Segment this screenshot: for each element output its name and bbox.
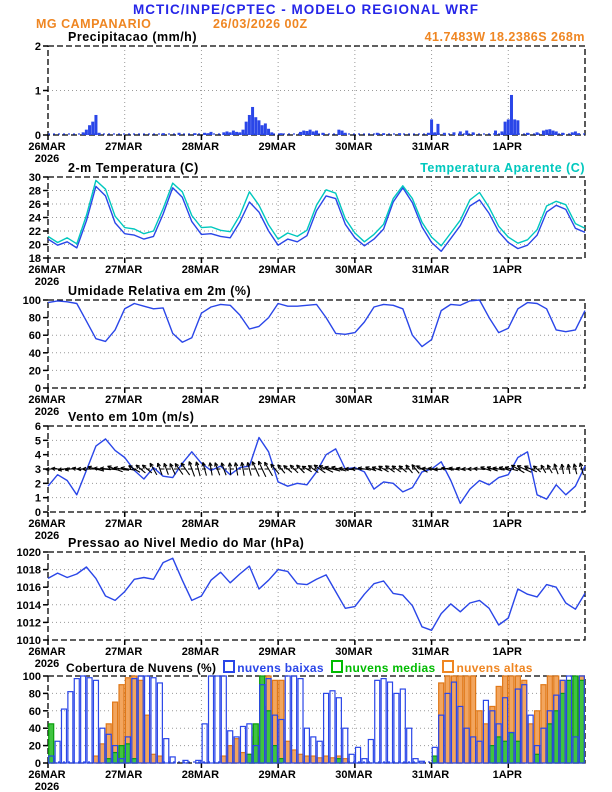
svg-text:26MAR: 26MAR: [28, 769, 66, 781]
svg-text:1018: 1018: [16, 564, 41, 577]
svg-text:26MAR: 26MAR: [28, 394, 66, 406]
svg-text:1APR: 1APR: [492, 394, 522, 406]
station-label: MG CAMPANARIO: [36, 17, 152, 31]
svg-text:27MAR: 27MAR: [105, 141, 143, 153]
svg-text:1APR: 1APR: [492, 646, 522, 658]
svg-text:18: 18: [28, 253, 41, 265]
slp-chart: [17, 547, 585, 670]
svg-text:0: 0: [34, 383, 41, 395]
svg-text:4: 4: [34, 449, 41, 462]
svg-text:31MAR: 31MAR: [411, 141, 450, 153]
precip-panel-title: Precipitacao (mm/h): [68, 30, 197, 44]
svg-text:2026: 2026: [34, 781, 60, 792]
svg-text:2026: 2026: [34, 530, 60, 542]
svg-text:31MAR: 31MAR: [411, 394, 450, 406]
low-clouds-swatch-icon: [223, 660, 235, 673]
svg-text:30MAR: 30MAR: [335, 264, 373, 276]
svg-text:26MAR: 26MAR: [28, 646, 66, 658]
svg-text:20: 20: [28, 239, 41, 252]
svg-text:1APR: 1APR: [492, 264, 522, 276]
svg-text:80: 80: [28, 312, 41, 325]
svg-text:26MAR: 26MAR: [28, 518, 66, 530]
svg-text:28MAR: 28MAR: [181, 394, 220, 406]
svg-text:1016: 1016: [16, 582, 41, 595]
svg-text:20: 20: [28, 740, 41, 753]
cloud-panel-title: Cobertura de Nuvens (%): [66, 660, 217, 675]
svg-text:31MAR: 31MAR: [411, 264, 450, 276]
svg-text:30: 30: [28, 172, 41, 184]
svg-text:28MAR: 28MAR: [181, 518, 220, 530]
svg-text:40: 40: [28, 347, 41, 360]
high-clouds-swatch-icon: [442, 660, 454, 673]
temp-panel-title: 2-m Temperatura (C): [68, 161, 199, 175]
legend-item-low-clouds: nuvens baixas: [223, 660, 324, 675]
precip-chart: [28, 41, 585, 165]
mid-clouds-swatch-icon: [331, 660, 343, 673]
apparent-temp-label: Temperatura Aparente (C): [420, 161, 585, 175]
svg-text:31MAR: 31MAR: [411, 646, 450, 658]
svg-text:1012: 1012: [16, 617, 41, 630]
svg-text:29MAR: 29MAR: [258, 264, 296, 276]
svg-text:29MAR: 29MAR: [258, 518, 296, 530]
svg-text:30MAR: 30MAR: [335, 769, 373, 781]
svg-text:6: 6: [34, 421, 41, 433]
svg-text:60: 60: [28, 330, 41, 343]
svg-text:29MAR: 29MAR: [258, 141, 296, 153]
svg-text:28MAR: 28MAR: [181, 646, 220, 658]
svg-text:1: 1: [34, 492, 41, 505]
svg-text:1APR: 1APR: [492, 141, 522, 153]
svg-text:24: 24: [28, 212, 41, 225]
humidity-panel-title: Umidade Relativa em 2m (%): [68, 284, 252, 298]
clouds-chart: [23, 671, 585, 792]
svg-text:0: 0: [34, 507, 41, 519]
svg-text:1: 1: [34, 85, 41, 98]
svg-text:28MAR: 28MAR: [181, 769, 220, 781]
svg-text:2: 2: [34, 41, 41, 53]
cloud-legend: [66, 660, 533, 675]
svg-text:2026: 2026: [34, 276, 60, 288]
svg-text:2026: 2026: [34, 406, 60, 418]
svg-text:0: 0: [34, 130, 41, 142]
svg-text:29MAR: 29MAR: [258, 646, 296, 658]
svg-text:1APR: 1APR: [492, 769, 522, 781]
svg-text:20: 20: [28, 365, 41, 378]
svg-text:1010: 1010: [16, 635, 41, 647]
svg-text:100: 100: [22, 671, 41, 683]
svg-text:1APR: 1APR: [492, 518, 522, 530]
svg-text:29MAR: 29MAR: [258, 394, 296, 406]
svg-text:5: 5: [34, 435, 41, 448]
svg-text:27MAR: 27MAR: [105, 394, 143, 406]
svg-text:40: 40: [28, 723, 41, 736]
svg-text:30MAR: 30MAR: [335, 518, 373, 530]
svg-text:1020: 1020: [16, 547, 41, 559]
legend-item-mid-clouds: nuvens medias: [331, 660, 436, 675]
svg-text:2026: 2026: [34, 658, 60, 670]
svg-text:27MAR: 27MAR: [105, 518, 143, 530]
svg-text:30MAR: 30MAR: [335, 394, 373, 406]
wind10m-chart: [28, 421, 585, 542]
svg-text:2: 2: [34, 478, 41, 491]
svg-text:31MAR: 31MAR: [411, 518, 450, 530]
svg-text:30MAR: 30MAR: [335, 646, 373, 658]
svg-text:26MAR: 26MAR: [28, 141, 66, 153]
wind-panel-title: Vento em 10m (m/s): [68, 410, 195, 424]
legend-item-high-clouds: nuvens altas: [442, 660, 532, 675]
svg-text:0: 0: [34, 758, 41, 770]
svg-text:26: 26: [28, 199, 41, 211]
svg-text:31MAR: 31MAR: [411, 769, 450, 781]
svg-text:28MAR: 28MAR: [181, 264, 220, 276]
svg-text:1014: 1014: [16, 599, 41, 612]
svg-text:26MAR: 26MAR: [28, 264, 66, 276]
run-datetime: 26/03/2026 00Z: [213, 17, 308, 31]
svg-text:28: 28: [28, 185, 41, 198]
svg-text:27MAR: 27MAR: [105, 264, 143, 276]
svg-text:30MAR: 30MAR: [335, 141, 373, 153]
svg-text:100: 100: [22, 295, 41, 307]
svg-text:60: 60: [28, 705, 41, 718]
page-title: MCTIC/INPE/CPTEC - MODELO REGIONAL WRF: [133, 2, 479, 17]
svg-text:22: 22: [28, 226, 41, 238]
svg-text:27MAR: 27MAR: [105, 769, 143, 781]
pressure-panel-title: Pressao ao Nivel Medio do Mar (hPa): [68, 536, 305, 550]
svg-text:80: 80: [28, 688, 41, 701]
station-coordinates: 41.7483W 18.2386S 268m: [424, 30, 585, 44]
temp2m-chart: [28, 172, 585, 288]
svg-text:28MAR: 28MAR: [181, 141, 220, 153]
svg-text:29MAR: 29MAR: [258, 769, 296, 781]
svg-text:3: 3: [34, 464, 41, 476]
svg-text:27MAR: 27MAR: [105, 646, 143, 658]
svg-text:2026: 2026: [34, 153, 60, 165]
rh2m-chart: [23, 295, 585, 418]
